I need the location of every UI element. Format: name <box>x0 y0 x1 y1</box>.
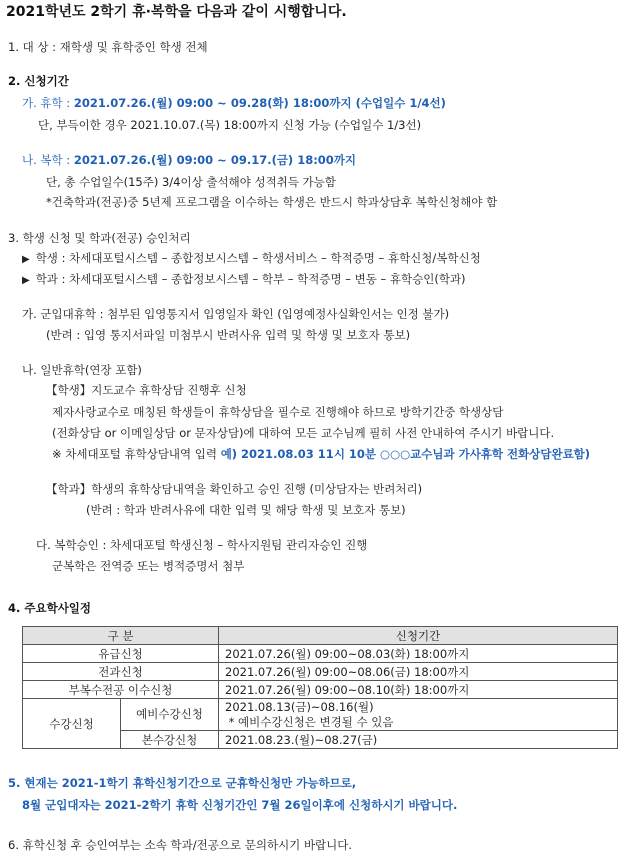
row-label: 전과신청 <box>23 663 219 681</box>
return-note-1: 단, 총 수업일수(15주) 3/4이상 출석해야 성적취득 가능함 <box>46 175 336 189</box>
leave-note: 단, 부득이한 경우 2021.10.07.(목) 18:00까지 신청 가능 (수업일수 1/3선) <box>38 118 422 132</box>
table-header-period: 신청기간 <box>219 627 618 645</box>
row-label: 본수강신청 <box>121 731 219 749</box>
leave-period <box>22 94 446 112</box>
general-leave-heading: 나. 일반휴학(연장 포함) <box>22 363 142 377</box>
row-period: 2021.08.23.(월)~08.27(금) <box>219 731 618 749</box>
military-leave-reject: (반려 : 입영 통지서파일 미첨부시 반려사유 입력 및 학생 및 보호자 통보) <box>46 328 411 342</box>
row-period: 2021.07.26(월) 09:00~08.06(금) 18:00까지 <box>219 663 618 681</box>
section-5-line-2: 8월 군입대자는 2021-2학기 휴학 신청기간인 7월 26일이후에 신청하시기 바랍니다. <box>22 798 458 812</box>
table-header-category: 구 분 <box>23 627 219 645</box>
row-period: 2021.07.26(월) 09:00~08.10(화) 18:00까지 <box>219 681 618 699</box>
row-label: 부복수전공 이수신청 <box>23 681 219 699</box>
return-note-2: *건축학과(전공)중 5년제 프로그램을 이수하는 학생은 반드시 학과상담후 복학신청해야 함 <box>46 195 498 209</box>
table-row <box>23 699 618 731</box>
table-row <box>23 681 618 699</box>
arrow-right-icon: ▶ <box>22 254 30 265</box>
return-approval: 다. 복학승인 : 차세대포털 학생신청 – 학사지원팀 관리자승인 진행 <box>36 538 368 552</box>
schedule-table <box>22 626 618 749</box>
return-date: 2021.07.26.(월) 09:00 ~ 09.17.(금) 18:00까지 <box>73 153 357 167</box>
dept-step-heading: 【학과】학생의 휴학상담내역을 확인하고 승인 진행 (미상담자는 반려처리) <box>46 482 423 496</box>
student-path <box>22 249 481 269</box>
student-step-heading: 【학생】지도교수 휴학상담 진행후 신청 <box>46 383 247 397</box>
section-4-heading: 4. 주요학사일정 <box>8 601 92 615</box>
row-period-line-1: 2021.08.13(금)~08.16(월) <box>225 699 374 714</box>
military-return-note: 군복학은 전역증 또는 병적증명서 첨부 <box>52 559 245 573</box>
student-step-2: (전화상담 or 이메일상담 or 문자상담)에 대하여 모든 교수님께 필히 사전 안내하여 주시기 바랍니다. <box>52 426 555 440</box>
student-step-1: 제자사랑교수로 매칭된 학생들이 휴학상담을 필수로 진행해야 하므로 방학기간중 학생상담 <box>52 405 504 419</box>
row-group-label: 수강신청 <box>23 699 121 749</box>
row-label: 유급신청 <box>23 645 219 663</box>
section-6: 6. 휴학신청 후 승인여부는 소속 학과/전공으로 문의하시기 바랍니다. <box>8 838 353 852</box>
military-leave: 가. 군입대휴학 : 첨부된 입영통지서 입영일자 확인 (입영예정사실확인서는 인정 불가) <box>22 307 450 321</box>
dept-step-note: (반려 : 학과 반려사유에 대한 입력 및 해당 학생 및 보호자 통보) <box>86 503 406 517</box>
leave-label: 가. 휴학 : <box>22 96 74 110</box>
table-header-row <box>23 627 618 645</box>
section-3-heading: 3. 학생 신청 및 학과(전공) 승인처리 <box>8 231 191 245</box>
arrow-right-icon: ▶ <box>22 275 30 286</box>
dept-path <box>22 270 466 290</box>
row-period: 2021.07.26(월) 09:00~08.03(화) 18:00까지 <box>219 645 618 663</box>
section-1-target: 1. 대 상 : 재학생 및 휴학중인 학생 전체 <box>8 40 208 54</box>
table-row <box>23 663 618 681</box>
table-row <box>23 645 618 663</box>
page-title: 2021학년도 2학기 휴·복학을 다음과 같이 시행합니다. <box>6 4 347 20</box>
student-path-text: 학생 : 차세대포털시스템 – 종합정보시스템 – 학생서비스 – 학적증명 – 휴학신청/복학신청 <box>35 251 481 265</box>
dept-path-text: 학과 : 차세대포털시스템 – 종합정보시스템 – 학부 – 학적증명 – 변동 – 휴학승인(학과) <box>35 272 466 286</box>
leave-date: 2021.07.26.(월) 09:00 ~ 09.28(화) 18:00까지 (수업일수 1/4선) <box>73 96 446 110</box>
return-label: 나. 복학 : <box>22 153 74 167</box>
student-step-3-example: 예) 2021.08.03 11시 10분 ○○○교수님과 가사휴학 전화상담완료함) <box>220 447 591 461</box>
row-period <box>219 699 618 731</box>
section-2-heading: 2. 신청기간 <box>8 74 69 88</box>
student-step-3 <box>52 445 590 463</box>
row-period-line-2: * 예비수강신청은 변경될 수 있음 <box>225 714 394 729</box>
student-step-3-pre: ※ 차세대포털 휴학상담내역 입력 <box>52 447 221 461</box>
section-5-line-1: 5. 현재는 2021-1학기 휴학신청기간으로 군휴학신청만 가능하므로, <box>8 776 357 790</box>
return-period <box>22 151 356 169</box>
row-label: 예비수강신청 <box>121 699 219 731</box>
